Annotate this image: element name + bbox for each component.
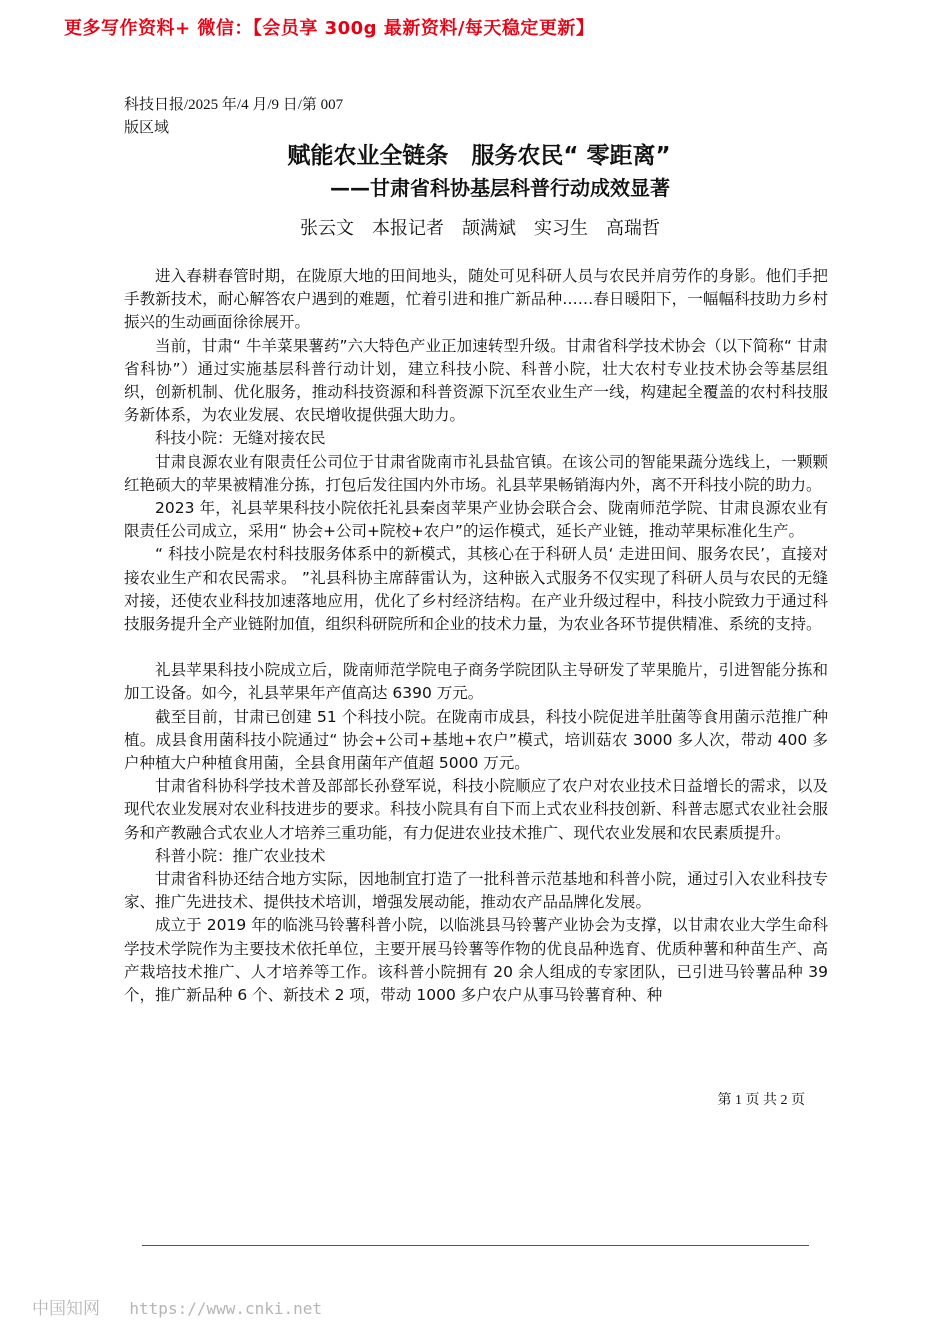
footer-brand: 中国知网 (32, 1299, 100, 1319)
section-line: 版区域 (124, 120, 170, 136)
paragraph: 成立于 2019 年的临洮马铃薯科普小院，以临洮县马铃薯产业协会为支撑，以甘肃农业大学生命科学技术学院作为主要技术依托单位，主要开展马铃薯等作物的优良品种选育、优质种薯和种苗生产、高产栽培技术推广、人才培养等工作。该科普小院拥有 20 余人组成的专家团队，已引进马铃薯品种 39 个，推广新品种 6 个、新技术 2 项，带动 1000 多户农户从事马铃薯育种、种 (124, 916, 828, 1005)
article-title (0, 140, 950, 204)
source-line: 科技日报/2025 年/4 月/9 日/第 007 (124, 97, 344, 113)
paragraph: 甘肃良源农业有限责任公司位于甘肃省陇南市礼县盐官镇。在该公司的智能果蔬分选线上，一颗颗红艳硕大的苹果被精准分拣，打包后发往国内外市场。礼县苹果畅销海内外，离不开科技小院的助力。 (124, 452, 828, 494)
promo-banner[interactable]: 更多写作资料+ 微信：【会员享 300g 最新资料/每天稳定更新】 (64, 18, 595, 39)
authors-line: 张云文 本报记者 颉满斌 实习生 高瑞哲 (300, 218, 660, 239)
footer-url[interactable]: https://www.cnki.net (129, 1299, 323, 1318)
paragraph: 2023 年，礼县苹果科技小院依托礼县秦卤苹果产业协会联合会、陇南师范学院、甘肃良源农业有限责任公司成立，采用“ 协会+公司+院校+农户”的运作模式，延长产业链，推动苹果标准化生产。 (124, 499, 828, 541)
article-meta (124, 94, 343, 140)
section-heading: 科普小院：推广农业技术 (155, 846, 326, 865)
footer-watermark (32, 1294, 322, 1319)
paragraph: 截至目前，甘肃已创建 51 个科技小院。在陇南市成县，科技小院促进羊肚菌等食用菌示范推广种植。成县食用菌科技小院通过“ 协会+公司+基地+农户”模式，培训菇农 3000 多人次，带动 400 多户种植大户种植食用菌，全县食用菌年产值超 5000 万元。 (124, 707, 828, 773)
paragraph: “ 科技小院是农村科技服务体系中的新模式，其核心在于科研人员‘ 走进田间、服务农民’，直接对接农业生产和农民需求。 ”礼县科协主席薛雷认为，这种嵌入式服务不仅实现了科研人员与农民的无缝对接，还使农业科技加速落地应用，优化了乡村经济结构。在产业升级过程中，科技小院致力于通过科技服务提升全产业链附加值，组织科研院所和企业的技术力量，为农业各环节提供精准、系统的支持。 (124, 545, 828, 634)
paragraph: 当前，甘肃“ 牛羊菜果薯药”六大特色产业正加速转型升级。甘肃省科学技术协会（以下简称“ 甘肃省科协”）通过实施基层科普行动计划，建立科技小院、科普小院，壮大农村专业技术协会等基层组织，创新机制、优化服务，推动科技资源和科普资源下沉至农业生产一线，构建起全覆盖的农村科技服务新体系，为农业发展、农民增收提供强大助力。 (124, 336, 828, 425)
section-heading: 科技小院：无缝对接农民 (155, 429, 326, 448)
paragraph: 甘肃省科协科学技术普及部部长孙登军说，科技小院顺应了农户对农业技术日益增长的需求，以及现代农业发展对农业科技进步的要求。科技小院具有自下而上式农业科技创新、科普志愿式农业社会服务和产教融合式农业人才培养三重功能，有力促进农业技术推广、现代农业发展和农民素质提升。 (124, 777, 828, 842)
title-subtitle: ——甘肃省科协基层科普行动成效显著 (330, 176, 670, 200)
paragraph: 甘肃省科协还结合地方实际，因地制宜打造了一批科普示范基地和科普小院，通过引入农业科技专家、推广先进技术、提供技术培训，增强发展动能，推动农产品品牌化发展。 (124, 870, 828, 912)
page-number: 第 1 页 共 2 页 (717, 1093, 805, 1108)
paragraph: 礼县苹果科技小院成立后，陇南师范学院电子商务学院团队主导研发了苹果脆片，引进智能分拣和加工设备。如今，礼县苹果年产值高达 6390 万元。 (124, 661, 828, 703)
article-body (124, 265, 828, 1007)
title-main: 赋能农业全链条 服务农民“ 零距离” (287, 143, 671, 169)
footer-divider (142, 1245, 809, 1246)
paragraph: 进入春耕春管时期，在陇原大地的田间地头，随处可见科研人员与农民并肩劳作的身影。他们手把手教新技术，耐心解答农户遇到的难题，忙着引进和推广新品种……春日暖阳下，一幅幅科技助力乡村振兴的生动画面徐徐展开。 (124, 267, 828, 332)
